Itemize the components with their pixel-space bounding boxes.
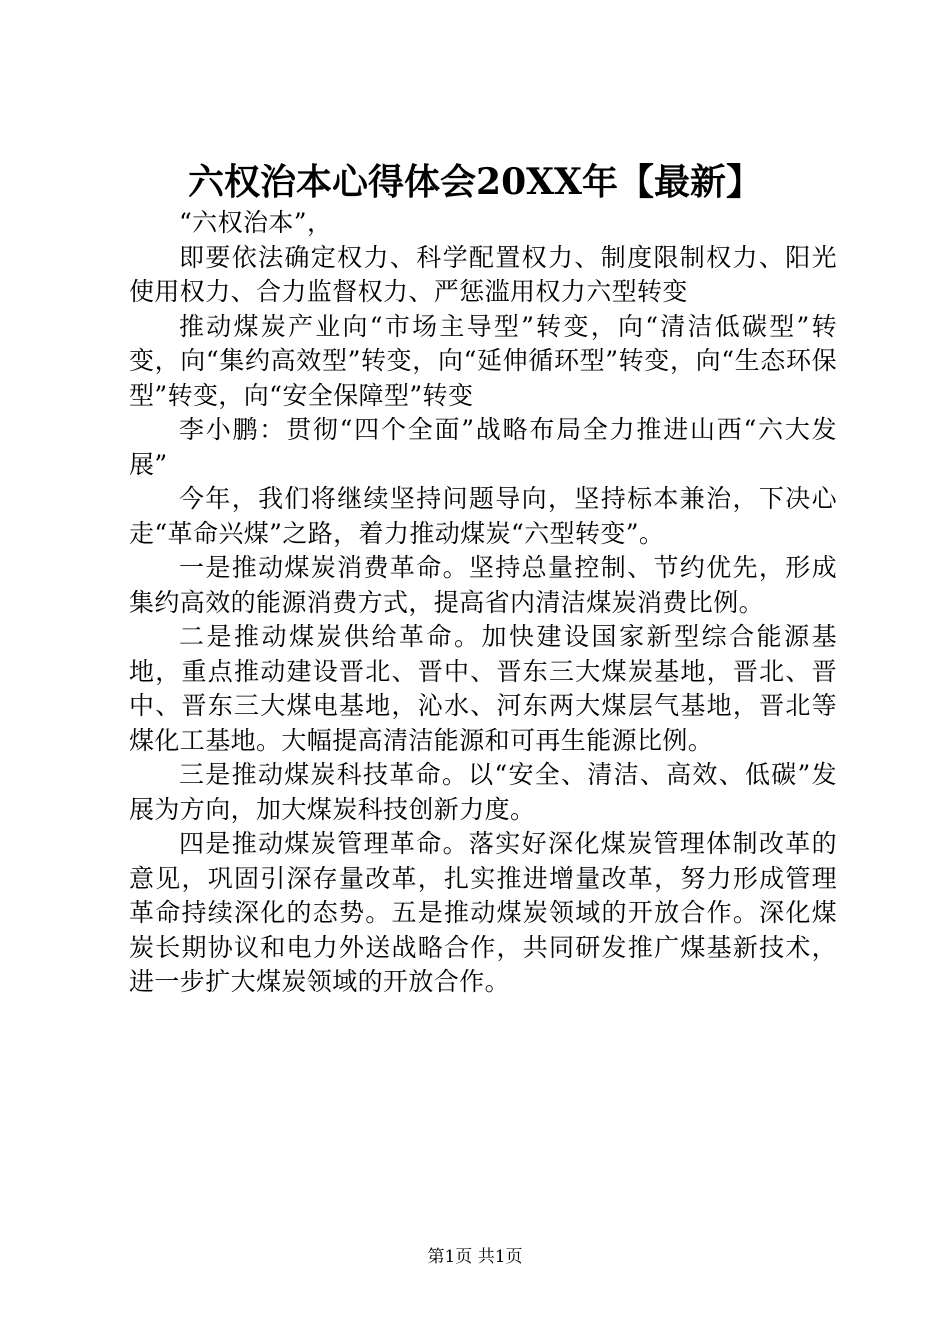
paragraph: 今年，我们将继续坚持问题导向，坚持标本兼治，下决心走“革命兴煤”之路，着力推动煤炭“六型转变”。 xyxy=(129,484,837,548)
paragraph: 二是推动煤炭供给革命。加快建设国家新型综合能源基地，重点推动建设晋北、晋中、晋东三大煤炭基地，晋北、晋中、晋东三大煤电基地，沁水、河东两大煤层气基地，晋北等煤化工基地。大幅提高清洁能源和可再生能源比例。 xyxy=(129,622,837,755)
paragraph: 推动煤炭产业向“市场主导型”转变，向“清洁低碳型”转变，向“集约高效型”转变，向“延伸循环型”转变，向“生态环保型”转变，向“安全保障型”转变 xyxy=(129,311,837,410)
paragraph: 即要依法确定权力、科学配置权力、制度限制权力、阳光使用权力、合力监督权力、严惩滥用权力六型转变 xyxy=(129,242,837,306)
paragraph: 四是推动煤炭管理革命。落实好深化煤炭管理体制改革的意见，巩固引深存量改革，扎实推进增量改革，努力形成管理革命持续深化的态势。五是推动煤炭领域的开放合作。深化煤炭长期协议和电力外送战略合作，共同研发推广煤基新技术，进一步扩大煤炭领域的开放合作。 xyxy=(129,829,837,996)
paragraph: 李小鹏：贯彻“四个全面”战略布局全力推进山西“六大发展” xyxy=(129,415,837,479)
document-body xyxy=(129,206,837,1000)
page-title: 六权治本心得体会20XX年【最新】 xyxy=(188,161,762,203)
page-footer: 第1页 共1页 xyxy=(427,1247,523,1267)
paragraph: 一是推动煤炭消费革命。坚持总量控制、节约优先，形成集约高效的能源消费方式，提高省内清洁煤炭消费比例。 xyxy=(129,553,837,617)
paragraph: “六权治本”， xyxy=(179,208,333,237)
paragraph: 三是推动煤炭科技革命。以“安全、清洁、高效、低碳”发展为方向，加大煤炭科技创新力度。 xyxy=(129,760,837,824)
